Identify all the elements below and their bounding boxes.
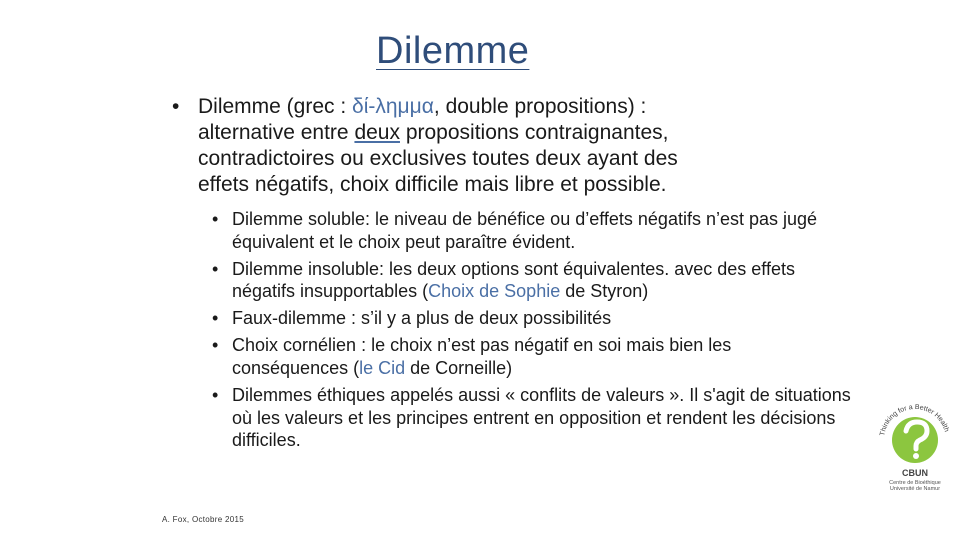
sub-text: Dilemme insoluble: les deux options sont équivalentes. avec des effets négatifs insupportables ( [232, 258, 795, 302]
main-line2-b: propositions contraignantes, [399, 121, 669, 144]
sub-bullet-choix-cornelien [212, 334, 852, 379]
sub-bullet-insoluble [212, 258, 852, 303]
logo-subtitle-1: Centre de Bioéthique [889, 480, 941, 486]
main-line-2 [198, 120, 812, 146]
main-line-4: effets négatifs, choix difficile mais libre et possible. [198, 173, 667, 196]
sub-bullet-faux-dilemme [212, 307, 852, 330]
main-line-3: contradictoires ou exclusives toutes deux ayant des [198, 147, 678, 170]
page-title: Dilemme [376, 30, 530, 72]
footer-author-date: A. Fox, Octobre 2015 [162, 515, 245, 524]
logo-subtitle-2: Université de Namur [889, 486, 941, 492]
sub-bullet-soluble [212, 208, 852, 253]
main-lead: Dilemme (grec : [198, 95, 353, 118]
sub-bullet-list [212, 208, 852, 456]
sub-text: Dilemme soluble: le niveau de bénéfice ou d’effets négatifs n’est pas jugé équivalent et le choix peut paraître évident. [232, 209, 818, 252]
logo-ring-text: Thinking for a Better Health [879, 403, 950, 437]
main-line-1 [198, 94, 812, 120]
sub-text: Choix cornélien : le choix n’est pas négatif en soi mais bien les conséquences ( [232, 335, 732, 379]
main-after-greek: , double propositions) : [433, 95, 647, 118]
choix-de-sophie-link[interactable]: Choix de Sophie [428, 281, 561, 302]
bullet-dot: • [212, 335, 219, 356]
sub-text: de Corneille) [405, 358, 513, 379]
greek-term: δί-λημμα [352, 95, 434, 118]
sub-bullet-dilemmes-ethiques [212, 384, 852, 452]
sub-text: de Styron) [560, 281, 649, 302]
bullet-dot: • [212, 385, 219, 406]
main-line2-a: alternative entre [198, 121, 355, 144]
bullet-dot: • [212, 258, 219, 279]
cbun-logo [876, 396, 954, 492]
sub-text: Dilemmes éthiques appelés aussi « conflits de valeurs ». Il s'agit de situations où les valeurs et les principes entrent en opposition et rendent les décisions difficiles. [232, 385, 851, 451]
sub-text: Faux-dilemme : s’il y a plus de deux possibilités [232, 308, 612, 329]
main-bullet [172, 94, 812, 198]
logo-name: CBUN [902, 468, 928, 478]
deux-link[interactable]: deux [354, 121, 400, 144]
bullet-dot: • [172, 95, 180, 118]
bullet-dot: • [212, 308, 219, 329]
le-cid-link[interactable]: le Cid [359, 358, 406, 379]
bullet-dot: • [212, 209, 219, 229]
